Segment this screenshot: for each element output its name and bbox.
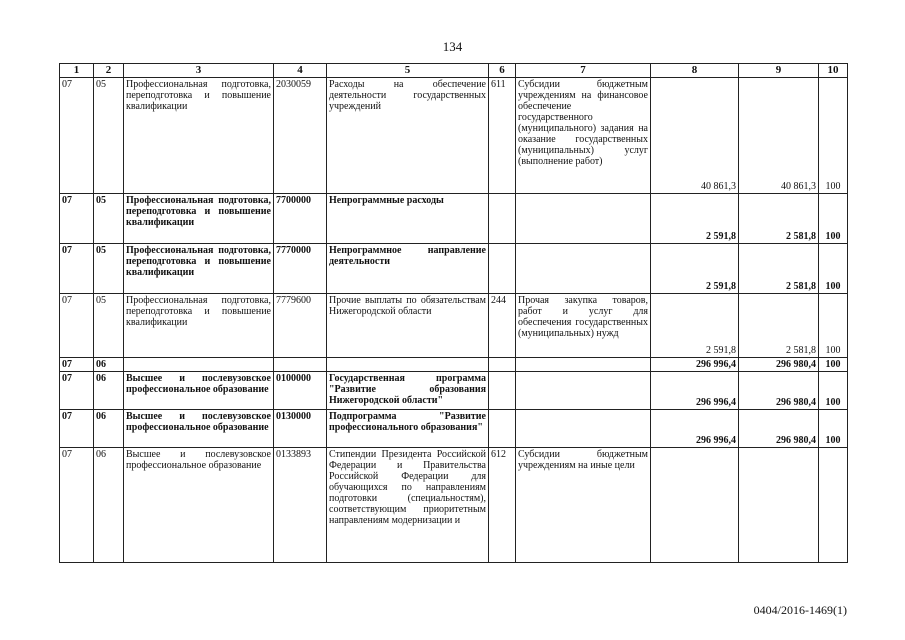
cell-section-name <box>124 358 274 372</box>
cell-percent: 100 <box>819 294 848 358</box>
cell-percent: 100 <box>819 194 848 244</box>
cell-target-name <box>327 358 489 372</box>
cell-subsection: 06 <box>94 448 124 563</box>
cell-percent: 100 <box>819 410 848 448</box>
cell-subsection: 05 <box>94 78 124 194</box>
cell-expense-name: Прочая закупка товаров, работ и услуг для обеспечения государственных (муниципальных) нужд <box>516 294 651 358</box>
cell-expense-name <box>516 194 651 244</box>
table-row <box>60 78 848 194</box>
cell-section-name: Профессиональная подготовка, переподготовка и повышение квалификации <box>124 244 274 294</box>
cell-planned: 296 996,4 <box>651 410 739 448</box>
table-row <box>60 194 848 244</box>
cell-expense-type <box>489 244 516 294</box>
cell-target-code: 0130000 <box>274 410 327 448</box>
cell-section: 07 <box>60 448 94 563</box>
column-header: 3 <box>124 64 274 78</box>
cell-actual: 2 581,8 <box>739 294 819 358</box>
cell-planned: 40 861,3 <box>651 78 739 194</box>
column-header: 10 <box>819 64 848 78</box>
cell-section: 07 <box>60 358 94 372</box>
cell-actual: 296 980,4 <box>739 410 819 448</box>
cell-subsection: 06 <box>94 358 124 372</box>
cell-expense-type <box>489 372 516 410</box>
cell-section-name: Высшее и послевузовское профессиональное образование <box>124 372 274 410</box>
column-header: 5 <box>327 64 489 78</box>
cell-target-name: Стипендии Президента Российской Федерации и Правительства Российской Федерации для обучающихся по направлениям подготовки (специальностям), соответствующим приоритетным направлениям модернизации и <box>327 448 489 563</box>
cell-expense-name <box>516 358 651 372</box>
cell-section: 07 <box>60 372 94 410</box>
table-row <box>60 244 848 294</box>
cell-section: 07 <box>60 194 94 244</box>
cell-planned: 2 591,8 <box>651 194 739 244</box>
cell-planned: 296 996,4 <box>651 372 739 410</box>
cell-expense-type <box>489 358 516 372</box>
cell-actual: 296 980,4 <box>739 358 819 372</box>
cell-section-name: Профессиональная подготовка, переподготовка и повышение квалификации <box>124 194 274 244</box>
column-header: 9 <box>739 64 819 78</box>
column-header: 6 <box>489 64 516 78</box>
column-header: 8 <box>651 64 739 78</box>
cell-subsection: 06 <box>94 410 124 448</box>
cell-section: 07 <box>60 294 94 358</box>
cell-section: 07 <box>60 410 94 448</box>
cell-subsection: 05 <box>94 194 124 244</box>
cell-percent: 100 <box>819 358 848 372</box>
cell-target-name: Государственная программа "Развитие образования Нижегородской области" <box>327 372 489 410</box>
cell-subsection: 05 <box>94 244 124 294</box>
cell-expense-name <box>516 410 651 448</box>
table-row <box>60 294 848 358</box>
cell-actual: 40 861,3 <box>739 78 819 194</box>
cell-subsection: 06 <box>94 372 124 410</box>
cell-percent: 100 <box>819 244 848 294</box>
table-row <box>60 448 848 563</box>
column-header: 4 <box>274 64 327 78</box>
cell-expense-type: 612 <box>489 448 516 563</box>
cell-section-name: Высшее и послевузовское профессиональное образование <box>124 448 274 563</box>
table-row <box>60 358 848 372</box>
cell-percent: 100 <box>819 372 848 410</box>
column-header: 1 <box>60 64 94 78</box>
cell-actual: 296 980,4 <box>739 372 819 410</box>
cell-section: 07 <box>60 78 94 194</box>
cell-planned: 296 996,4 <box>651 358 739 372</box>
cell-target-code: 2030059 <box>274 78 327 194</box>
column-header: 2 <box>94 64 124 78</box>
cell-expense-type: 611 <box>489 78 516 194</box>
cell-planned: 2 591,8 <box>651 294 739 358</box>
cell-target-code <box>274 358 327 372</box>
cell-expense-name: Субсидии бюджетным учреждениям на финансовое обеспечение государственного (муниципального) задания на оказание государственных (муниципальных) услуг (выполнение работ) <box>516 78 651 194</box>
cell-target-code: 0133893 <box>274 448 327 563</box>
cell-percent: 100 <box>819 78 848 194</box>
cell-target-name: Непрограммные расходы <box>327 194 489 244</box>
cell-subsection: 05 <box>94 294 124 358</box>
cell-section-name: Профессиональная подготовка, переподготовка и повышение квалификации <box>124 294 274 358</box>
cell-section-name: Высшее и послевузовское профессиональное образование <box>124 410 274 448</box>
cell-section: 07 <box>60 244 94 294</box>
cell-expense-type: 244 <box>489 294 516 358</box>
column-header: 7 <box>516 64 651 78</box>
header-row <box>60 64 848 78</box>
cell-target-name: Непрограммное направление деятельности <box>327 244 489 294</box>
cell-target-code: 0100000 <box>274 372 327 410</box>
cell-planned <box>651 448 739 563</box>
cell-target-code: 7770000 <box>274 244 327 294</box>
cell-target-name: Подпрограмма "Развитие профессионального образования" <box>327 410 489 448</box>
cell-target-name: Расходы на обеспечение деятельности государственных учреждений <box>327 78 489 194</box>
page-number: 134 <box>442 39 463 54</box>
cell-target-name: Прочие выплаты по обязательствам Нижегородской области <box>327 294 489 358</box>
cell-actual: 2 581,8 <box>739 244 819 294</box>
budget-table <box>59 63 848 563</box>
table-row <box>60 372 848 410</box>
cell-expense-name <box>516 372 651 410</box>
cell-expense-name: Субсидии бюджетным учреждениям на иные цели <box>516 448 651 563</box>
cell-target-code: 7779600 <box>274 294 327 358</box>
table-row <box>60 410 848 448</box>
cell-actual <box>739 448 819 563</box>
cell-expense-name <box>516 244 651 294</box>
cell-actual: 2 581,8 <box>739 194 819 244</box>
cell-planned: 2 591,8 <box>651 244 739 294</box>
cell-target-code: 7700000 <box>274 194 327 244</box>
document-code: 0404/2016-1469(1) <box>753 603 847 617</box>
cell-expense-type <box>489 410 516 448</box>
cell-percent <box>819 448 848 563</box>
cell-section-name: Профессиональная подготовка, переподготовка и повышение квалификации <box>124 78 274 194</box>
cell-expense-type <box>489 194 516 244</box>
